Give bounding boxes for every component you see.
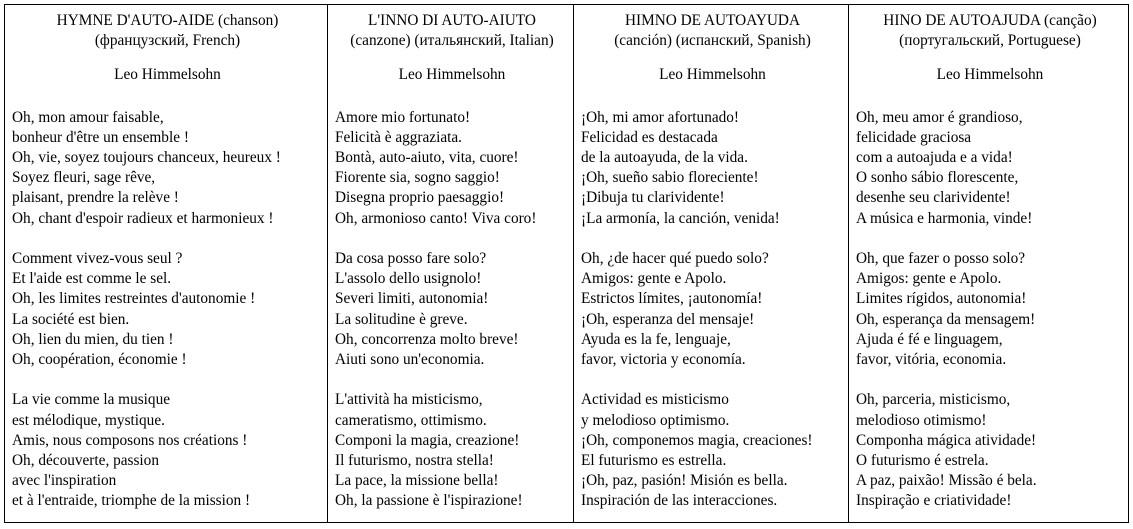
- lyric-line: ¡Oh, mi amor afortunado!: [581, 108, 740, 126]
- column-subtitle: (французский, French): [94, 32, 241, 50]
- lyric-line: bonheur d'être un ensemble !: [12, 128, 189, 146]
- stanza: [856, 249, 1124, 370]
- lyric-line: La pace, la missione bella!: [335, 472, 499, 490]
- lyric-line: Oh, découverte, passion: [12, 452, 159, 470]
- lyric-line: felicidade graciosa: [856, 128, 972, 146]
- lyric-line: Oh, la passione è l'ispirazione!: [335, 492, 523, 510]
- lyric-line: com a autoajuda e a vida!: [856, 149, 1013, 167]
- lyric-line: Oh, coopération, économie !: [12, 351, 187, 369]
- lyric-line: Felicità è aggraziata.: [335, 128, 462, 146]
- lyric-line: Componi la magia, creazione!: [335, 431, 520, 449]
- column-title: HYMNE D'AUTO-AIDE (chanson): [56, 12, 279, 29]
- lyric-line: Aiuti sono un'economia.: [335, 351, 485, 369]
- stanza: [12, 390, 323, 511]
- stanza: [581, 108, 844, 229]
- lyric-line: et à l'entraide, triomphe de la mission !: [12, 492, 251, 510]
- lyric-line: Limites rígidos, autonomia!: [856, 290, 1027, 308]
- lyric-line: est mélodique, mystique.: [12, 411, 165, 429]
- lyric-line: ¡La armonía, la canción, venida!: [581, 209, 780, 227]
- stanza: [335, 390, 569, 511]
- lyric-line: Actividad es misticismo: [581, 391, 729, 409]
- lyric-line: Oh, armonioso canto! Viva coro!: [335, 209, 537, 227]
- lyric-line: Oh, concorrenza molto breve!: [335, 330, 519, 348]
- stanza: [335, 249, 569, 370]
- lyric-line: ¡Oh, sueño sabio floreciente!: [581, 169, 759, 187]
- stanza: [335, 108, 569, 229]
- lyric-line: Oh, que fazer o posso solo?: [856, 250, 1026, 268]
- lyric-line: de la autoayuda, de la vida.: [581, 149, 748, 167]
- column-italian: [328, 5, 574, 522]
- lyric-line: desenhe seu clarividente!: [856, 189, 1011, 207]
- lyric-line: Amis, nous composons nos créations !: [12, 431, 248, 449]
- lyrics-table: [4, 4, 1129, 523]
- column-title: L'INNO DI AUTO-AIUTO: [368, 12, 536, 29]
- stanza: [581, 249, 844, 370]
- lyric-line: Amigos: gente e Apolo.: [581, 270, 727, 288]
- lyric-line: Oh, vie, soyez toujours chanceux, heureux !: [12, 149, 281, 167]
- stanza: [12, 249, 323, 370]
- stanza: [12, 108, 323, 229]
- lyric-line: favor, victoria y economía.: [581, 351, 746, 369]
- column-french: [5, 5, 328, 522]
- lyric-line: O futurismo é estrela.: [856, 452, 989, 470]
- lyric-line: Severi limiti, autonomia!: [335, 290, 489, 308]
- lyric-line: Ajuda é fé e linguagem,: [856, 330, 1003, 348]
- lyric-line: favor, vitória, economia.: [856, 351, 1007, 369]
- author-name: Leo Himmelsohn: [114, 66, 221, 84]
- lyric-line: Oh, ¿de hacer qué puedo solo?: [581, 250, 769, 268]
- column-subtitle: (португальский, Portuguese): [899, 32, 1081, 50]
- lyric-line: O sonho sábio florescente,: [856, 169, 1019, 187]
- lyric-line: Il futurismo, nostra stella!: [335, 452, 494, 470]
- lyric-line: A música e harmonia, vinde!: [856, 209, 1033, 227]
- lyric-line: cameratismo, ottimismo.: [335, 411, 487, 429]
- lyric-line: Oh, lien du mien, du tien !: [12, 330, 174, 348]
- lyric-line: Oh, parceria, misticismo,: [856, 391, 1011, 409]
- lyric-line: ¡Oh, componemos magia, creaciones!: [581, 431, 813, 449]
- lyric-line: Oh, les limites restreintes d'autonomie !: [12, 290, 256, 308]
- lyric-line: ¡Oh, esperanza del mensaje!: [581, 310, 755, 328]
- author-name: Leo Himmelsohn: [659, 66, 766, 84]
- lyric-line: A paz, paixão! Missão é bela.: [856, 472, 1037, 490]
- lyric-line: Inspiração e criatividade!: [856, 492, 1012, 510]
- lyric-line: La solitudine è greve.: [335, 310, 468, 328]
- lyric-line: Estrictos límites, ¡autonomía!: [581, 290, 763, 308]
- lyric-line: Et l'aide est comme le sel.: [12, 270, 172, 288]
- lyric-line: avec l'inspiration: [12, 472, 117, 490]
- lyric-line: Fiorente sia, sogno saggio!: [335, 169, 500, 187]
- author-name: Leo Himmelsohn: [936, 66, 1044, 84]
- lyric-line: Soyez fleuri, sage rêve,: [12, 169, 156, 187]
- stanza: [856, 390, 1124, 511]
- lyric-line: La société est bien.: [12, 310, 130, 328]
- column-portuguese: [849, 5, 1128, 522]
- column-subtitle: (canzone) (итальянский, Italian): [350, 32, 554, 50]
- lyric-line: Oh, chant d'espoir radieux et harmonieux !: [12, 209, 274, 227]
- lyric-line: Bontà, auto-aiuto, vita, cuore!: [335, 149, 519, 167]
- lyric-line: Inspiración de las interacciones.: [581, 492, 778, 510]
- author-name: Leo Himmelsohn: [398, 66, 506, 84]
- lyric-line: Oh, esperança da mensagem!: [856, 310, 1036, 328]
- lyric-line: ¡Oh, paz, pasión! Misión es bella.: [581, 472, 788, 490]
- lyric-line: El futurismo es estrella.: [581, 452, 727, 470]
- lyric-line: Amore mio fortunato!: [335, 108, 471, 126]
- column-title: HINO DE AUTOAJUDA (canção): [883, 12, 1097, 29]
- lyric-line: melodioso otimismo!: [856, 411, 987, 429]
- lyric-line: Ayuda es la fe, lenguaje,: [581, 330, 731, 348]
- stanza: [856, 108, 1124, 229]
- lyric-line: Disegna proprio paesaggio!: [335, 189, 505, 207]
- lyric-line: La vie comme la musique: [12, 391, 171, 409]
- lyric-line: L'assolo dello usignolo!: [335, 270, 482, 288]
- lyric-line: Amigos: gente e Apolo.: [856, 270, 1002, 288]
- lyric-line: Da cosa posso fare solo?: [335, 250, 487, 268]
- column-spanish: [574, 5, 849, 522]
- lyric-line: L'attività ha misticismo,: [335, 391, 483, 409]
- stanza: [581, 390, 844, 511]
- lyric-line: Componha mágica atividade!: [856, 431, 1037, 449]
- lyric-line: Oh, mon amour faisable,: [12, 108, 164, 126]
- lyric-line: plaisant, prendre la relève !: [12, 189, 179, 207]
- lyric-line: ¡Dibuja tu clarividente!: [581, 189, 725, 207]
- column-title: HIMNO DE AUTOAYUDA: [624, 12, 801, 29]
- column-subtitle: (canción) (испанский, Spanish): [614, 32, 811, 50]
- lyric-line: Felicidad es destacada: [581, 128, 718, 146]
- lyric-line: y melodioso optimismo.: [581, 411, 730, 429]
- lyric-line: Comment vivez-vous seul ?: [12, 250, 183, 268]
- lyric-line: Oh, meu amor é grandioso,: [856, 108, 1023, 126]
